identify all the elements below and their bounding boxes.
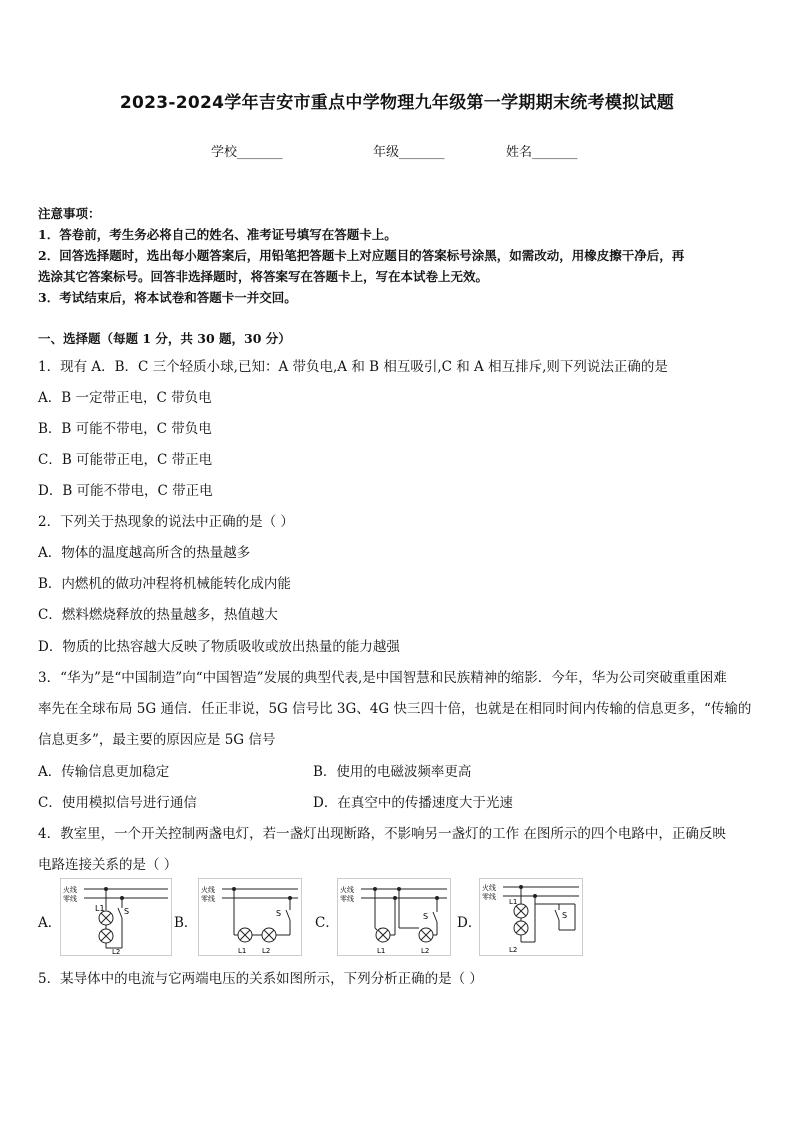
q2-stem: 2．下列关于热现象的说法中正确的是（ ） [38, 514, 294, 530]
q2-option-b: B．内燃机的做功冲程将机械能转化成内能 [38, 576, 291, 592]
circuit-d-neutral-label: 零线 [482, 893, 496, 901]
section-heading: 一、选择题（每题 1 分，共 30 题，30 分） [38, 331, 291, 346]
note-2a: 2．回答选择题时，选出每小题答案后，用铅笔把答题卡上对应题目的答案标号涂黑，如需改动，用橡皮擦干净后，再 [38, 248, 685, 263]
circuit-b-live-label: 火线 [201, 886, 215, 894]
notes-heading: 注意事项： [38, 206, 101, 221]
circuit-d-diagram [479, 878, 583, 956]
school-field: 学校_______ [211, 145, 283, 160]
q4-label-a: A． [38, 915, 62, 931]
q1-option-d: D．B 可能不带电，C 带正电 [38, 483, 213, 499]
circuit-d-l1-label: L1 [509, 898, 518, 906]
q4-line-2: 电路连接关系的是（ ） [38, 857, 178, 873]
circuit-a-live-label: 火线 [63, 886, 77, 894]
q3-line-2: 率先在全球布局 5G 通信．任正非说，5G 信号比 3G、4G 快三四十倍，也就是在相同时间内传输的信息更多，“传输的 [38, 701, 752, 717]
q4-label-b: B． [174, 915, 198, 931]
circuit-b-switch-label: S [276, 909, 282, 918]
q1-option-c: C．B 可能带正电，C 带正电 [38, 452, 213, 468]
circuit-c-neutral-label: 零线 [340, 895, 354, 903]
circuit-c-switch-label: S [423, 912, 429, 921]
circuit-b-l2-label: L2 [262, 947, 271, 955]
circuit-a-switch-label: S [124, 907, 130, 916]
circuit-b-l1-label: L1 [238, 947, 247, 955]
q2-option-d: D．物质的比热容越大反映了物质吸收或放出热量的能力越强 [38, 639, 400, 655]
q3-option-d: D．在真空中的传播速度大于光速 [313, 795, 513, 811]
q3-option-a: A．传输信息更加稳定 [38, 764, 170, 780]
circuit-d-l2-label: L2 [509, 946, 518, 954]
note-2b: 选涂其它答案标号。回答非选择题时，将答案写在答题卡上，写在本试卷上无效。 [38, 269, 489, 284]
circuit-b-neutral-label: 零线 [201, 895, 215, 903]
q4-line-1: 4．教室里，一个开关控制两盏电灯，若一盏灯出现断路，不影响另一盏灯的工作 在图所示的四个电路中，正确反映 [38, 826, 726, 842]
circuit-c-diagram [337, 878, 451, 956]
q2-option-a: A．物体的温度越高所含的热量越多 [38, 545, 251, 561]
circuit-a-l2-label: L2 [112, 948, 121, 956]
q1-stem: 1．现有 A．B．C 三个轻质小球,已知：A 带负电,A 和 B 相互吸引,C 和 A 相互排斥,则下列说法正确的是 [38, 359, 668, 375]
circuit-a-neutral-label: 零线 [63, 895, 77, 903]
q3-line-1: 3．“华为”是“中国制造”向“中国智造”发展的典型代表,是中国智慧和民族精神的缩影．今年，华为公司突破重重困难 [38, 670, 727, 686]
q3-option-c: C．使用模拟信号进行通信 [38, 795, 197, 811]
grade-field: 年级_______ [373, 145, 445, 160]
name-field: 姓名_______ [506, 145, 578, 160]
q2-option-c: C．燃料燃烧释放的热量越多，热值越大 [38, 607, 278, 623]
circuit-d-live-label: 火线 [482, 884, 496, 892]
q1-option-a: A．B 一定带正电，C 带负电 [38, 390, 212, 406]
circuit-a-diagram [60, 878, 172, 956]
circuit-c-l1-label: L1 [377, 947, 386, 955]
circuit-c-live-label: 火线 [340, 886, 354, 894]
note-1: 1．答卷前，考生务必将自己的姓名、准考证号填写在答题卡上。 [38, 227, 397, 242]
note-3: 3．考试结束后，将本试卷和答题卡一并交回。 [38, 290, 297, 305]
q3-option-b: B．使用的电磁波频率更高 [313, 764, 472, 780]
q3-line-3: 信息更多”，最主要的原因应是 5G 信号 [38, 732, 276, 748]
q5-stem: 5．某导体中的电流与它两端电压的关系如图所示，下列分析正确的是（ ） [38, 971, 483, 987]
q4-label-d: D． [457, 915, 482, 931]
circuit-a-l1-label: L1 [95, 904, 105, 913]
q4-label-c: C． [315, 915, 339, 931]
circuit-b-diagram [198, 878, 302, 956]
circuit-c-l2-label: L2 [421, 947, 430, 955]
exam-title: 2023-2024学年吉安市重点中学物理九年级第一学期期末统考模拟试题 [119, 93, 675, 113]
circuit-d-switch-label: S [562, 911, 568, 920]
q1-option-b: B．B 可能不带电，C 带负电 [38, 421, 212, 437]
